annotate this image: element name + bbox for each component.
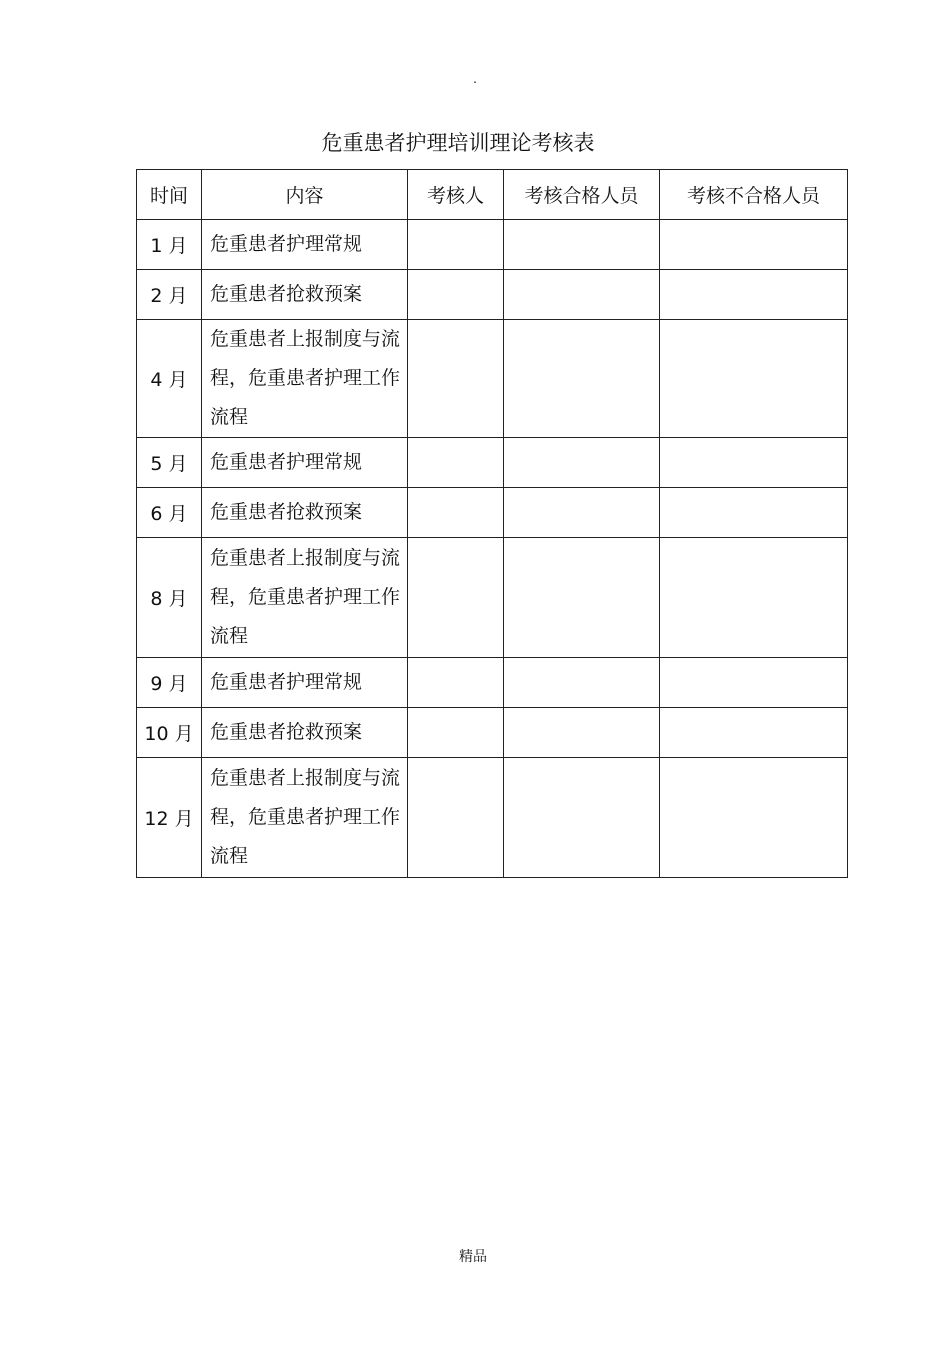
cell-passed xyxy=(504,538,660,658)
table-row xyxy=(137,658,848,708)
cell-time: 5 月 xyxy=(137,438,202,488)
cell-content: 危重患者护理常规 xyxy=(202,220,408,270)
cell-passed xyxy=(504,488,660,538)
cell-passed xyxy=(504,438,660,488)
cell-failed xyxy=(660,220,848,270)
cell-time: 6 月 xyxy=(137,488,202,538)
cell-passed xyxy=(504,220,660,270)
cell-passed xyxy=(504,270,660,320)
cell-time: 2 月 xyxy=(137,270,202,320)
cell-content: 危重患者抢救预案 xyxy=(202,270,408,320)
cell-time: 12 月 xyxy=(137,758,202,878)
table-header-row xyxy=(137,170,848,220)
cell-examiner xyxy=(408,758,504,878)
header-time: 时间 xyxy=(137,170,202,220)
cell-examiner xyxy=(408,270,504,320)
header-failed: 考核不合格人员 xyxy=(660,170,848,220)
table-row xyxy=(137,488,848,538)
cell-failed xyxy=(660,758,848,878)
cell-passed xyxy=(504,320,660,438)
cell-content: 危重患者抢救预案 xyxy=(202,488,408,538)
table-row xyxy=(137,220,848,270)
cell-examiner xyxy=(408,220,504,270)
table-row xyxy=(137,758,848,878)
page-top-mark: . xyxy=(473,72,477,86)
table-row xyxy=(137,708,848,758)
cell-time: 4 月 xyxy=(137,320,202,438)
table-row xyxy=(137,538,848,658)
cell-examiner xyxy=(408,538,504,658)
cell-failed xyxy=(660,488,848,538)
cell-time: 1 月 xyxy=(137,220,202,270)
cell-examiner xyxy=(408,658,504,708)
cell-content: 危重患者抢救预案 xyxy=(202,708,408,758)
cell-failed xyxy=(660,708,848,758)
cell-time: 10 月 xyxy=(137,708,202,758)
table-row xyxy=(137,270,848,320)
table-row xyxy=(137,320,848,438)
cell-failed xyxy=(660,538,848,658)
cell-content: 危重患者护理常规 xyxy=(202,658,408,708)
cell-passed xyxy=(504,658,660,708)
cell-examiner xyxy=(408,320,504,438)
cell-time: 8 月 xyxy=(137,538,202,658)
cell-failed xyxy=(660,438,848,488)
table-row xyxy=(137,438,848,488)
cell-examiner xyxy=(408,488,504,538)
cell-examiner xyxy=(408,438,504,488)
cell-content: 危重患者上报制度与流程，危重患者护理工作流程 xyxy=(202,320,408,438)
header-content: 内容 xyxy=(202,170,408,220)
cell-passed xyxy=(504,708,660,758)
page-title: 危重患者护理培训理论考核表 xyxy=(321,131,595,155)
header-passed: 考核合格人员 xyxy=(504,170,660,220)
cell-content: 危重患者护理常规 xyxy=(202,438,408,488)
cell-content: 危重患者上报制度与流程，危重患者护理工作流程 xyxy=(202,758,408,878)
cell-content: 危重患者上报制度与流程，危重患者护理工作流程 xyxy=(202,538,408,658)
page-footer: 精品 xyxy=(459,1249,487,1265)
cell-passed xyxy=(504,758,660,878)
header-examiner: 考核人 xyxy=(408,170,504,220)
cell-examiner xyxy=(408,708,504,758)
exam-table xyxy=(136,169,848,878)
cell-failed xyxy=(660,658,848,708)
cell-failed xyxy=(660,270,848,320)
cell-failed xyxy=(660,320,848,438)
cell-time: 9 月 xyxy=(137,658,202,708)
